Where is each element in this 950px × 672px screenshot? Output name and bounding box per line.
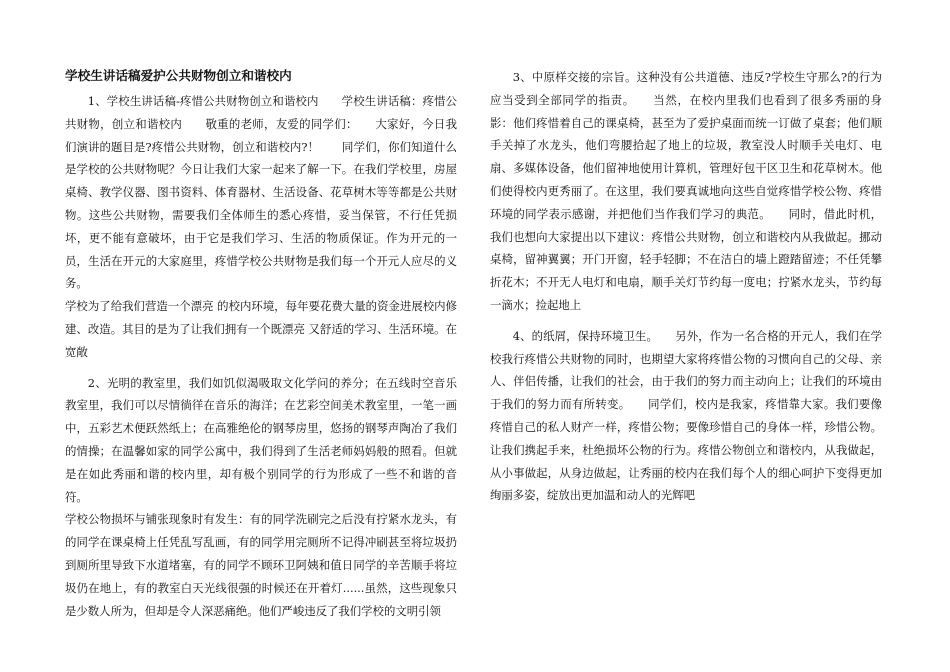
paragraph-6: 4、的纸屑，保持环境卫生。 另外，作为一名合格的开元人，我们在学校我行疼惜公共财物的同时，也期望大家将疼惜公物的习惯向自己的父母、亲人、伴侣传播，让我们的社会，由于我们的努力而主动向上；让我们的环境由于我们的努力而有所转变。 同学们，校内是我家，疼惜靠大家。我们要像疼惜自己的私人财产一样，疼惜公物；要像珍惜自己的身体一样，珍惜公物。让我们携起手来，杜绝损坏公物的行为。疼惜公物创立和谐校内，从我做起，从小事做起，从身边做起，让秀丽的校内在我们每个人的细心呵护下变得更加绚丽多姿，绽放出更加温和动人的光辉吧 [490,328,882,503]
document-title: 学校生讲话稿爱护公共财物创立和谐校内 [65,68,292,83]
paragraph-1: 1、学校生讲话稿-疼惜公共财物创立和谐校内 学校生讲话稿：疼惜公共财物，创立和谐校内 敬重的老师，友爱的同学们： 大家好，今日我们演讲的题目是?疼惜公共财物，创立和谐校内?！ 同学们，你们知道什么是学校的公共财物呢？今日让我们大家一起来了解一下。在我们学校里，房屋桌椅、教学仪器、图书资料、体育器材、生活设备、花草树木等等都是公共财物。这些公共财物，需要我们全体师生的悉心疼惜，妥当保管，不行任凭损坏，更不能有意破坏，由于它是我们学习、生活的物质保证。作为开元的一员，生活在开元的大家庭里，疼惜学校公共财物是我们每一个开元人应尽的义务。 [65,94,457,291]
paragraph-3: 2、光明的教室里，我们如饥似渴吸取文化学问的养分；在五线时空音乐教室里，我们可以尽情徜徉在音乐的海洋；在艺彩空间美术教室里，一笔一画中，五彩艺术便跃然纸上；在高雅绝伦的钢琴房里，悠扬的钢琴声陶冶了我们的情操；在温馨如家的同学公寓中，我们得到了生活老师妈妈般的照看。但就是在如此秀丽和谐的校内里，却有极个别同学的行为形成了一些不和谐的音符。 [65,375,457,504]
left-column [65,66,457,622]
paragraph-2: 学校为了给我们营造一个漂亮 的校内环境，每年要花费大量的资金进展校内修建、改造。其目的是为了让我们拥有一个既漂亮 又舒适的学习、生活环境。在宽敞 [65,299,457,359]
paragraph-5: 3、中原样交接的宗旨。这种没有公共道德、违反?学校生守那么?的行为应当受到全部同学的指责。 当然，在校内里我们也看到了很多秀丽的身影：他们疼惜着自己的课桌椅，甚至为了爱护桌面而统一订做了桌套；他们顺手关掉了水龙头，他们弯腰拾起了地上的垃圾，教室没人时顺手关电灯、电扇、多媒体设备，他们留神地使用计算机，管理好包干区卫生和花草树木。他们使得校内更秀丽了。在这里，我们要真诚地向这些自觉疼惜学校公物、疼惜环境的同学表示感谢，并把他们当作我们学习的典范。 同时，借此时机，我们也想向大家提出以下建议：疼惜公共财物，创立和谐校内从我做起。挪动桌椅，留神翼翼；开门开窗，轻手轻脚；不在洁白的墙上蹬踏留迹；不任凭攀折花木；不开无人电灯和电扇，顺手关灯节约每一度电；拧紧水龙头，节约每一滴水；捡起地上 [490,70,882,312]
right-column [490,66,882,507]
paragraph-4: 学校公物损坏与铺张现象时有发生：有的同学洗刷完之后没有拧紧水龙头，有的同学在课桌椅上任凭乱写乱画，有的同学用完厕所不记得冲刷甚至将垃圾扔到厕所里导致下水道堵塞，有的同学不顾环卫阿姨和值日同学的辛苦顺手将垃圾仍在地上，有的教室白天光线很强的时候还在开着灯......虽然，这些现象只是少数人所为，但却是令人深恶痛绝。他们严峻违反了我们学校的文明引领 [65,512,457,618]
